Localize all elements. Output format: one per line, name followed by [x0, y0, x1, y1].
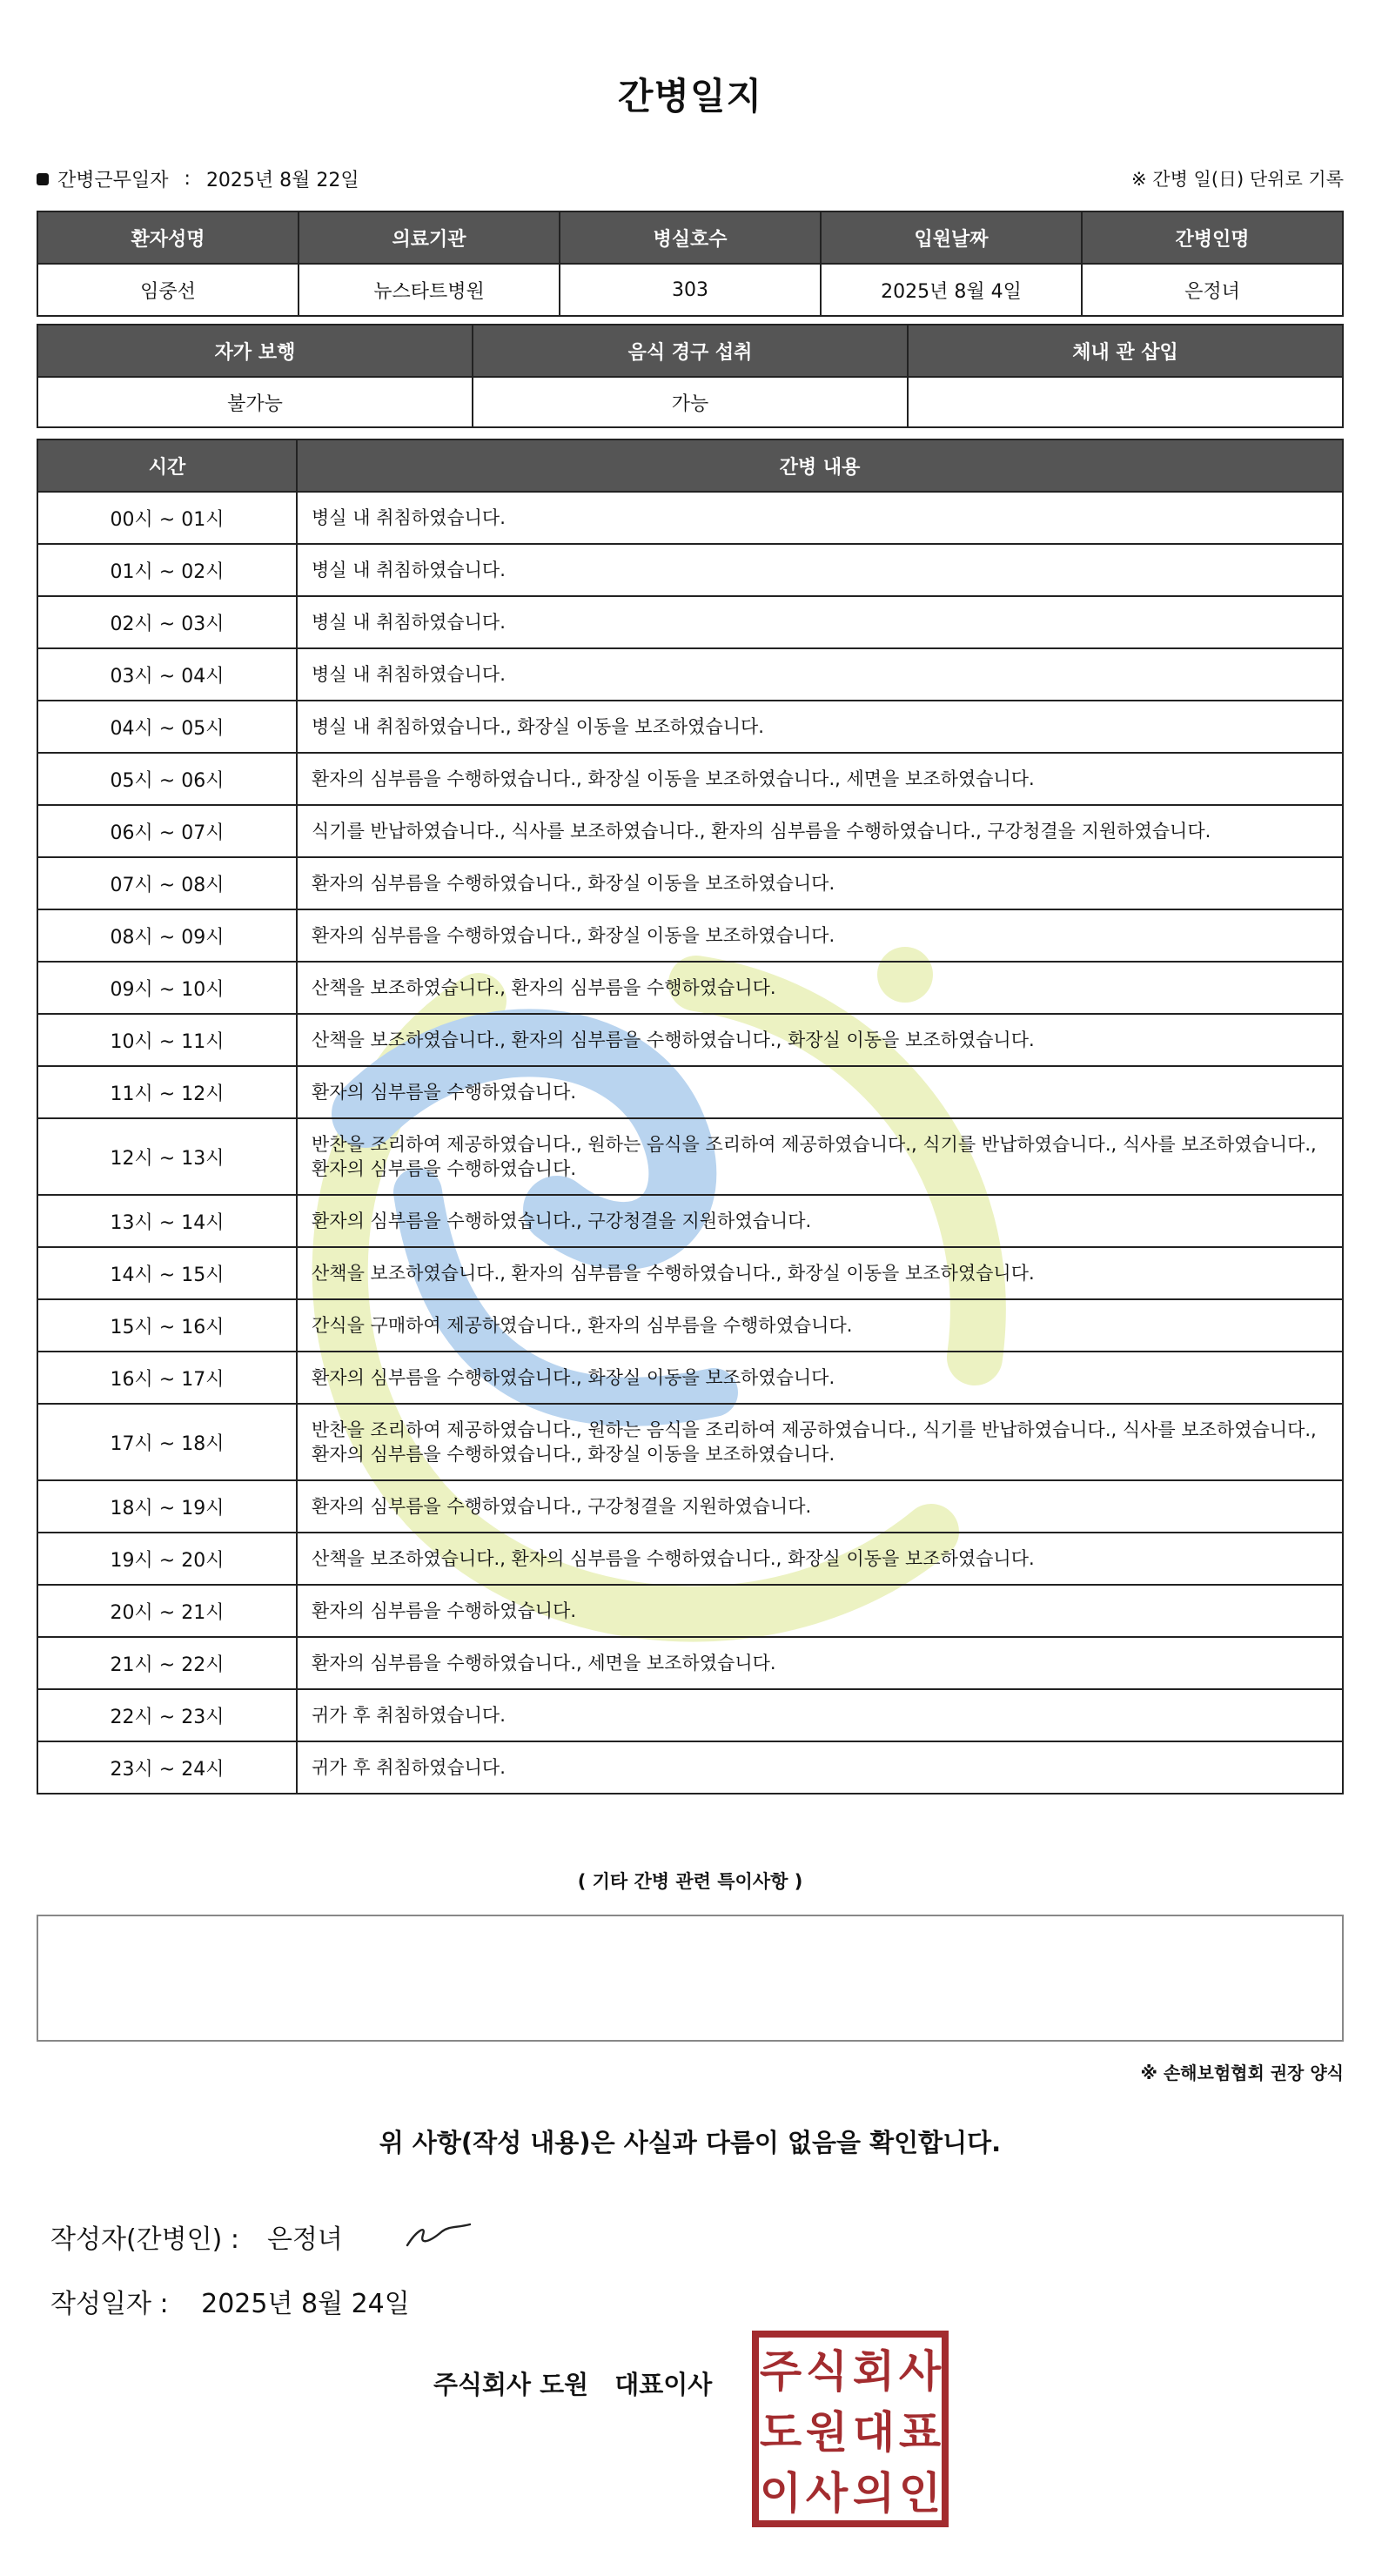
patient-name: 임중선: [37, 264, 299, 316]
writer-line: [50, 2217, 473, 2256]
log-header-row: [37, 439, 1343, 492]
patient-status-table: [37, 324, 1344, 428]
svg-text:대: 대: [852, 2407, 896, 2458]
header-patient-name: 환자성명: [37, 211, 299, 264]
svg-text:의: 의: [852, 2468, 896, 2519]
handwritten-signature: [404, 2219, 473, 2254]
table-row: [37, 1118, 1343, 1195]
log-time-cell: 00시 ~ 01시: [37, 492, 297, 544]
company-title: 대표이사: [614, 2370, 713, 2399]
svg-text:회: 회: [852, 2346, 896, 2397]
table-row: [37, 1352, 1343, 1404]
svg-text:도: 도: [759, 2407, 802, 2458]
log-content-cell: 환자의 심부름을 수행하였습니다., 화장실 이동을 보조하였습니다.: [297, 857, 1343, 909]
table-row: [37, 648, 1343, 701]
tube-insertion-value: [908, 377, 1343, 427]
oral-intake-value: 가능: [473, 377, 908, 427]
written-date-label: 작성일자 :: [50, 2289, 169, 2319]
log-time-cell: 15시 ~ 16시: [37, 1299, 297, 1352]
square-bullet-icon: [37, 173, 49, 185]
hospital-name: 뉴스타트병원: [299, 264, 560, 316]
log-content-cell: 산책을 보조하였습니다., 환자의 심부름을 수행하였습니다.: [297, 962, 1343, 1014]
log-time-cell: 22시 ~ 23시: [37, 1689, 297, 1741]
log-time-cell: 08시 ~ 09시: [37, 909, 297, 962]
table-row: [37, 701, 1343, 753]
table-row: [37, 596, 1343, 648]
log-time-cell: 16시 ~ 17시: [37, 1352, 297, 1404]
log-time-cell: 11시 ~ 12시: [37, 1066, 297, 1118]
header-oral-intake: 음식 경구 섭취: [473, 325, 908, 377]
table-row: [37, 1585, 1343, 1637]
table-row: [37, 1741, 1343, 1794]
room-number: 303: [560, 264, 821, 316]
table-row: [37, 753, 1343, 805]
table-row: [37, 1404, 1343, 1480]
table-row: [37, 1066, 1343, 1118]
log-time-cell: 18시 ~ 19시: [37, 1480, 297, 1533]
work-date-separator: :: [184, 168, 191, 190]
svg-text:인: 인: [898, 2468, 942, 2519]
svg-text:원: 원: [805, 2407, 849, 2458]
log-body: [37, 492, 1343, 1794]
log-content-cell: 식기를 반납하였습니다., 식사를 보조하였습니다., 환자의 심부름을 수행하였습니다., 구강청결을 지원하였습니다.: [297, 805, 1343, 857]
log-time-cell: 13시 ~ 14시: [37, 1195, 297, 1247]
meta-row: [37, 165, 1344, 195]
header-care-content: 간병 내용: [297, 439, 1343, 492]
record-unit-note: ※ 간병 일(日) 단위로 기록: [1131, 169, 1344, 190]
table-row: [37, 805, 1343, 857]
table-row: [37, 1637, 1343, 1689]
svg-text:표: 표: [898, 2407, 942, 2458]
work-date-label: 간병근무일자: [57, 170, 169, 191]
table-row: [37, 1195, 1343, 1247]
log-time-cell: 02시 ~ 03시: [37, 596, 297, 648]
log-content-cell: 병실 내 취침하였습니다.: [297, 492, 1343, 544]
table-row: [37, 1247, 1343, 1299]
log-content-cell: 산책을 보조하였습니다., 환자의 심부름을 수행하였습니다., 화장실 이동을 보조하였습니다.: [297, 1247, 1343, 1299]
writer-label: 작성자(간병인) :: [50, 2224, 239, 2255]
patient-info-table: [37, 211, 1344, 317]
table-row: [37, 962, 1343, 1014]
log-content-cell: 환자의 심부름을 수행하였습니다., 세면을 보조하였습니다.: [297, 1637, 1343, 1689]
log-time-cell: 10시 ~ 11시: [37, 1014, 297, 1066]
confirmation-statement: 위 사항(작성 내용)은 사실과 다름이 없음을 확인합니다.: [379, 2128, 1002, 2157]
writer-name: 은정녀: [266, 2224, 343, 2255]
log-time-cell: 19시 ~ 20시: [37, 1533, 297, 1585]
work-date: [37, 165, 359, 192]
header-tube-insertion: 체내 관 삽입: [908, 325, 1343, 377]
table-row: [37, 1299, 1343, 1352]
table-row: [37, 492, 1343, 544]
table-row: [37, 1533, 1343, 1585]
company-seal-stamp: [752, 2331, 949, 2527]
header-self-walking: 자가 보행: [37, 325, 473, 377]
log-time-cell: 12시 ~ 13시: [37, 1118, 297, 1195]
log-time-cell: 06시 ~ 07시: [37, 805, 297, 857]
log-time-cell: 14시 ~ 15시: [37, 1247, 297, 1299]
extra-notes-title: ( 기타 간병 관련 특이사항 ): [577, 1871, 803, 1892]
company-signoff: [433, 2365, 712, 2401]
log-content-cell: 간식을 구매하여 제공하였습니다., 환자의 심부름을 수행하였습니다.: [297, 1299, 1343, 1352]
log-content-cell: 병실 내 취침하였습니다.: [297, 596, 1343, 648]
status-value-row: [37, 377, 1343, 427]
table-row: [37, 857, 1343, 909]
log-content-cell: 귀가 후 취침하였습니다.: [297, 1741, 1343, 1794]
header-admission-date: 입원날짜: [821, 211, 1082, 264]
log-time-cell: 03시 ~ 04시: [37, 648, 297, 701]
log-content-cell: 환자의 심부름을 수행하였습니다., 화장실 이동을 보조하였습니다.: [297, 909, 1343, 962]
log-time-cell: 04시 ~ 05시: [37, 701, 297, 753]
svg-text:이: 이: [759, 2468, 802, 2519]
care-log-table: [37, 439, 1344, 1794]
form-note: ※ 손해보험협회 권장 양식: [1140, 2063, 1344, 2083]
log-content-cell: 병실 내 취침하였습니다.: [297, 648, 1343, 701]
table-row: [37, 1480, 1343, 1533]
log-time-cell: 01시 ~ 02시: [37, 544, 297, 596]
document-title: 간병일지: [617, 75, 763, 117]
table-row: [37, 909, 1343, 962]
log-content-cell: 산책을 보조하였습니다., 환자의 심부름을 수행하였습니다., 화장실 이동을 보조하였습니다.: [297, 1014, 1343, 1066]
header-hospital: 의료기관: [299, 211, 560, 264]
log-time-cell: 23시 ~ 24시: [37, 1741, 297, 1794]
log-content-cell: 병실 내 취침하였습니다., 화장실 이동을 보조하였습니다.: [297, 701, 1343, 753]
log-content-cell: 병실 내 취침하였습니다.: [297, 544, 1343, 596]
status-header-row: [37, 325, 1343, 377]
log-time-cell: 20시 ~ 21시: [37, 1585, 297, 1637]
admission-date: 2025년 8월 4일: [821, 264, 1082, 316]
extra-notes-box: [37, 1915, 1344, 2042]
written-date-value: 2025년 8월 24일: [201, 2289, 410, 2319]
header-time: 시간: [37, 439, 297, 492]
table-row: [37, 544, 1343, 596]
header-room-number: 병실호수: [560, 211, 821, 264]
log-content-cell: 환자의 심부름을 수행하였습니다., 화장실 이동을 보조하였습니다., 세면을 보조하였습니다.: [297, 753, 1343, 805]
svg-text:식: 식: [805, 2346, 849, 2397]
svg-text:사: 사: [898, 2346, 942, 2397]
svg-text:주: 주: [759, 2346, 802, 2397]
log-time-cell: 07시 ~ 08시: [37, 857, 297, 909]
written-date-line: [50, 2282, 410, 2320]
log-content-cell: 반찬을 조리하여 제공하였습니다., 원하는 음식을 조리하여 제공하였습니다., 식기를 반납하였습니다., 식사를 보조하였습니다., 환자의 심부름을 수행하였습니다., 화장실 이동을 보조하였습니다.: [297, 1404, 1343, 1480]
patient-value-row: [37, 264, 1343, 316]
company-name: 주식회사 도원: [433, 2370, 589, 2399]
log-content-cell: 환자의 심부름을 수행하였습니다.: [297, 1066, 1343, 1118]
log-time-cell: 09시 ~ 10시: [37, 962, 297, 1014]
log-content-cell: 귀가 후 취침하였습니다.: [297, 1689, 1343, 1741]
log-content-cell: 환자의 심부름을 수행하였습니다., 화장실 이동을 보조하였습니다.: [297, 1352, 1343, 1404]
log-content-cell: 환자의 심부름을 수행하였습니다., 구강청결을 지원하였습니다.: [297, 1480, 1343, 1533]
self-walking-value: 불가능: [37, 377, 473, 427]
log-content-cell: 반찬을 조리하여 제공하였습니다., 원하는 음식을 조리하여 제공하였습니다., 식기를 반납하였습니다., 식사를 보조하였습니다., 환자의 심부름을 수행하였습니다.: [297, 1118, 1343, 1195]
work-date-value: 2025년 8월 22일: [205, 170, 359, 191]
log-time-cell: 21시 ~ 22시: [37, 1637, 297, 1689]
header-caregiver-name: 간병인명: [1082, 211, 1343, 264]
patient-header-row: [37, 211, 1343, 264]
caregiver-name: 은정녀: [1082, 264, 1343, 316]
log-time-cell: 05시 ~ 06시: [37, 753, 297, 805]
table-row: [37, 1689, 1343, 1741]
log-content-cell: 산책을 보조하였습니다., 환자의 심부름을 수행하였습니다., 화장실 이동을 보조하였습니다.: [297, 1533, 1343, 1585]
log-content-cell: 환자의 심부름을 수행하였습니다., 구강청결을 지원하였습니다.: [297, 1195, 1343, 1247]
svg-text:사: 사: [805, 2468, 849, 2519]
log-time-cell: 17시 ~ 18시: [37, 1404, 297, 1480]
log-content-cell: 환자의 심부름을 수행하였습니다.: [297, 1585, 1343, 1637]
table-row: [37, 1014, 1343, 1066]
